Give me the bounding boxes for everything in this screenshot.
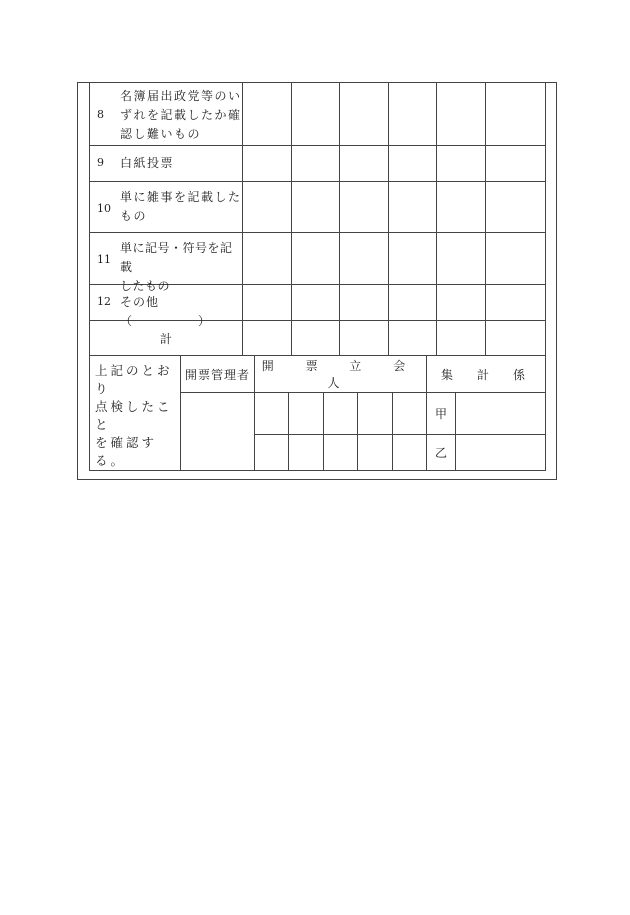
row-text-line: 白紙投票: [120, 156, 175, 170]
count-cell[interactable]: [292, 233, 340, 285]
table-row: [90, 356, 546, 393]
confirmation-line: を確認する。: [95, 435, 158, 468]
count-cell[interactable]: [486, 83, 546, 146]
manager-signature-cell[interactable]: [181, 393, 255, 471]
row-label: [90, 285, 243, 328]
count-cell[interactable]: [243, 233, 292, 285]
row-number: 8: [97, 108, 104, 121]
total-cell[interactable]: [243, 321, 292, 356]
row-text: [120, 87, 242, 144]
row-text: [120, 188, 242, 226]
total-cell[interactable]: [486, 321, 546, 356]
manager-header: 開票管理者: [181, 356, 255, 393]
witness-signature-cell[interactable]: [358, 435, 393, 471]
count-cell[interactable]: [486, 182, 546, 233]
tally-row-label: 甲: [427, 393, 456, 435]
count-cell[interactable]: [243, 146, 292, 182]
tally-signature-cell[interactable]: [456, 435, 546, 471]
count-cell[interactable]: [340, 182, 389, 233]
row-number: 12: [97, 295, 111, 308]
count-cell[interactable]: [437, 285, 486, 321]
count-cell[interactable]: [292, 146, 340, 182]
total-cell[interactable]: [340, 321, 389, 356]
count-cell[interactable]: [486, 285, 546, 321]
total-cell[interactable]: [437, 321, 486, 356]
table-row: [90, 285, 546, 321]
count-cell[interactable]: [437, 83, 486, 146]
witness-signature-cell[interactable]: [289, 435, 324, 471]
count-cell[interactable]: [292, 83, 340, 146]
row-text-line: 名簿届出政党等のい: [120, 89, 242, 103]
count-cell[interactable]: [486, 233, 546, 285]
confirmation-line: 点検したこと: [95, 399, 173, 432]
total-label: 計: [90, 321, 243, 356]
count-cell[interactable]: [437, 182, 486, 233]
row-text-line: その他（ ）: [120, 295, 212, 328]
witness-signature-cell[interactable]: [255, 435, 289, 471]
confirmation-line: 上記のとおり: [95, 363, 173, 396]
row-label: [90, 182, 243, 233]
row-label: [90, 83, 243, 146]
table-row: [90, 182, 546, 233]
total-cell[interactable]: [292, 321, 340, 356]
tally-header: 集 計 係: [427, 356, 546, 393]
witnesses-header: 開 票 立 会 人: [255, 356, 427, 393]
count-cell[interactable]: [243, 182, 292, 233]
count-cell[interactable]: [389, 83, 437, 146]
count-cell[interactable]: [292, 285, 340, 321]
row-label: [90, 146, 243, 182]
count-cell[interactable]: [340, 83, 389, 146]
count-cell[interactable]: [437, 146, 486, 182]
row-text-line: ずれを記載したか確: [120, 108, 242, 122]
signature-table: [89, 355, 546, 471]
count-cell[interactable]: [486, 146, 546, 182]
count-cell[interactable]: [437, 233, 486, 285]
count-cell[interactable]: [243, 83, 292, 146]
row-text-line: したもの: [120, 279, 171, 293]
witness-signature-cell[interactable]: [358, 393, 393, 435]
count-cell[interactable]: [340, 285, 389, 321]
table-row: [90, 83, 546, 146]
witness-signature-cell[interactable]: [324, 435, 358, 471]
count-cell[interactable]: [389, 233, 437, 285]
row-label: [90, 233, 243, 293]
count-cell[interactable]: [389, 146, 437, 182]
count-cell[interactable]: [243, 285, 292, 321]
total-cell[interactable]: [389, 321, 437, 356]
row-text-line: もの: [120, 209, 148, 223]
table-row: [90, 233, 546, 285]
row-number: 9: [97, 156, 104, 169]
witness-signature-cell[interactable]: [255, 393, 289, 435]
table-row: [90, 146, 546, 182]
witness-signature-cell[interactable]: [324, 393, 358, 435]
confirmation-statement: [90, 356, 181, 471]
count-cell[interactable]: [389, 182, 437, 233]
count-cell[interactable]: [340, 233, 389, 285]
witness-signature-cell[interactable]: [289, 393, 324, 435]
witness-signature-cell[interactable]: [393, 393, 427, 435]
count-cell[interactable]: [389, 285, 437, 321]
witness-signature-cell[interactable]: [393, 435, 427, 471]
count-cell[interactable]: [292, 182, 340, 233]
row-text-line: 認し難いもの: [120, 127, 202, 141]
tally-signature-cell[interactable]: [456, 393, 546, 435]
row-text-line: 単に記号・符号を記載: [120, 241, 233, 274]
ballot-category-table: [89, 82, 546, 356]
tally-row-label: 乙: [427, 435, 456, 471]
row-number: 10: [97, 202, 111, 215]
row-text-line: 単に雑事を記載した: [120, 190, 242, 204]
count-cell[interactable]: [340, 146, 389, 182]
row-number: 11: [97, 253, 111, 266]
